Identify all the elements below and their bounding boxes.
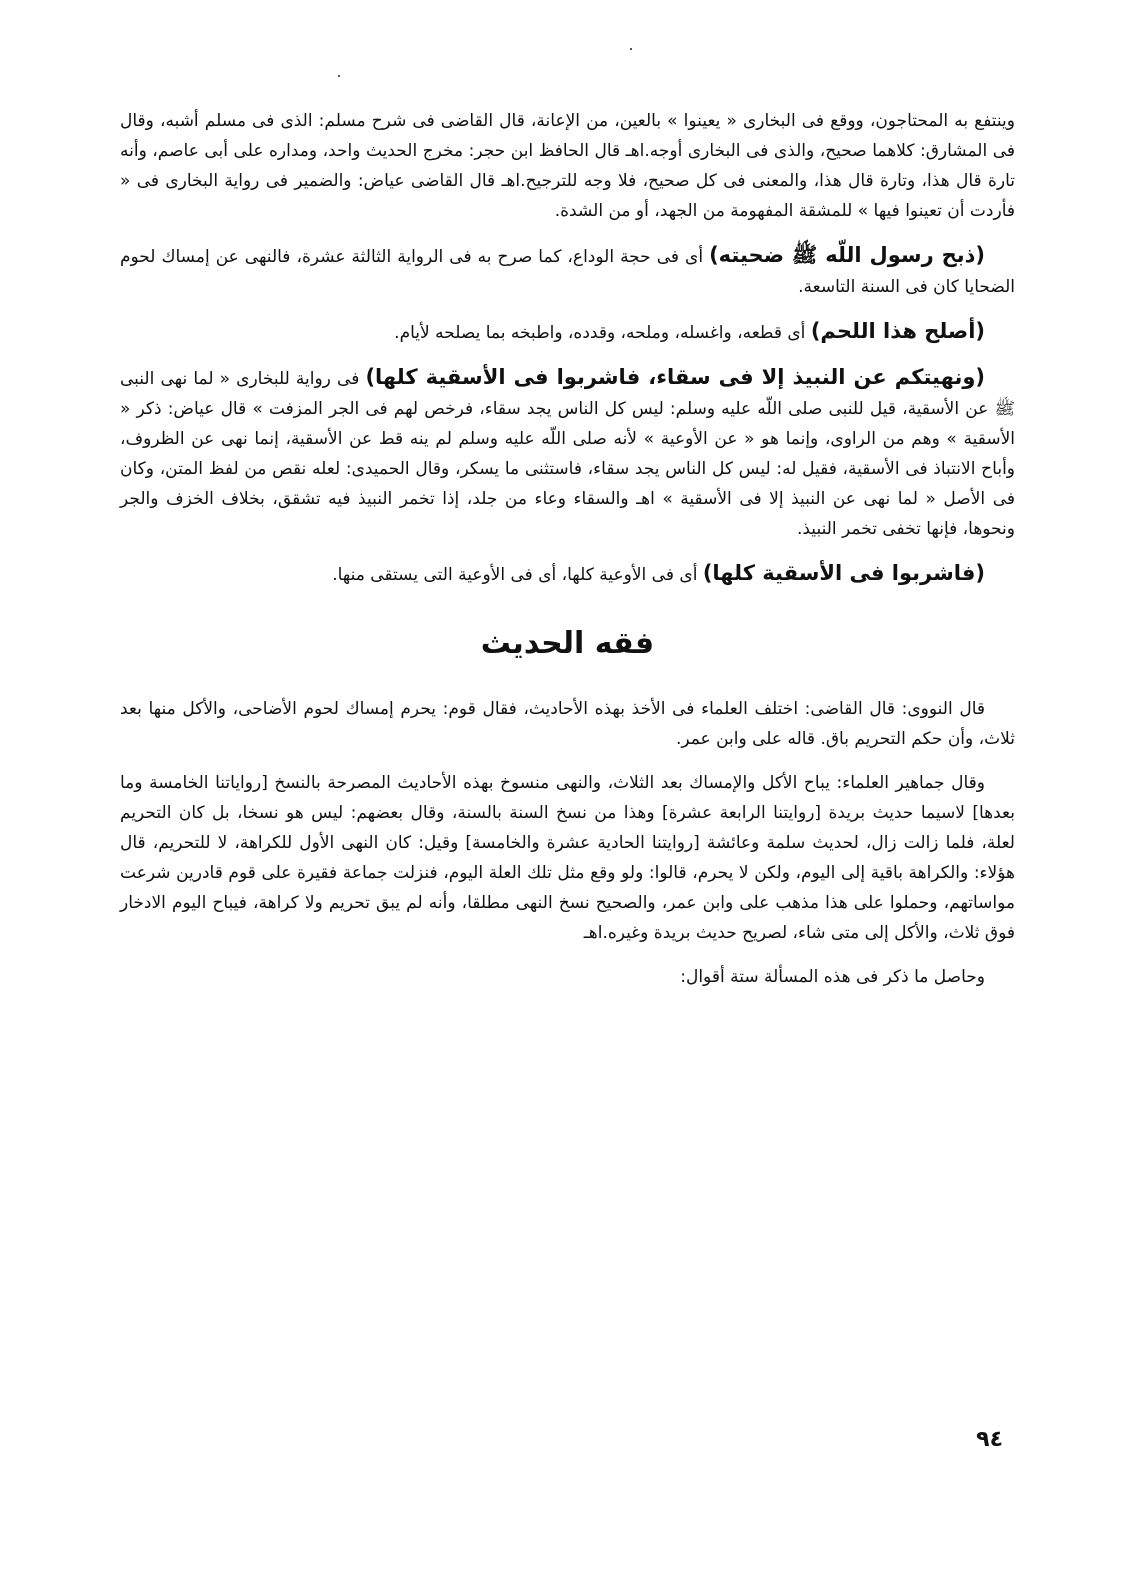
section-paragraph: وحاصل ما ذكر فى هذه المسألة ستة أقوال: [680, 967, 985, 987]
entry-phrase: (أصلح هذا اللحم) [810, 319, 985, 343]
entry-paragraph [120, 240, 1015, 302]
scan-speck [630, 48, 632, 50]
entry-phrase: (ونهيتكم عن النبيذ إلا فى سقاء، فاشربوا فى الأسقية كلها) [365, 365, 986, 389]
entry-paragraph [120, 316, 1015, 348]
intro-paragraph: وينتفع به المحتاجون، ووقع فى البخارى « يعينوا » بالعين، من الإعانة، قال القاضى فى شرح مسلم: الذى فى مسلم أشبه، وقال فى المشارق: كلاهما صحيح، والذى فى البخارى أوجه.اهـ قال الحافظ ابن حجر: مخرج الحديث واحد، ومداره على أبى عاصم، وأنه تارة قال هذا، وتارة قال هذا، والمعنى فى كل صحيح، فلا وجه للترجيح.اهـ قال القاضى عياض: والضمير فى رواية البخارى فى « فأردت أن تعينوا فيها » للمشقة المفهومة من الجهد، أو من الشدة. [120, 111, 1015, 221]
entry-text: فى رواية للبخارى « لما نهى النبى ﷺ عن الأسقية، قيل للنبى صلى اللّه عليه وسلم: ليس كل الناس يجد سقاء، فرخص لهم فى الجر المزفت » قال عياض: ذكر « الأسقية » وهم من الراوى، وإنما هو « عن الأوعية » لأنه صلى اللّه عليه وسلم لم ينه قط عن الأسقية، إنما نهى عن الظروف، وأباح الانتباذ فى الأسقية، فقيل له: ليس كل الناس يجد سقاء، فاستثنى ما يسكر، وقال الحميدى: لعله نقص من لفظ المتن، وكان فى الأصل « لما نهى عن النبيذ إلا فى الأسقية » اهـ والسقاء وعاء من جلد، إذا تخمر النبيذ فيه تشقق، بخلاف الخزف والجر ونحوها، فإنها تخفى تخمر النبيذ. [120, 369, 1015, 539]
section-paragraph: وقال جماهير العلماء: يباح الأكل والإمساك بعد الثلاث، والنهى منسوخ بهذه الأحاديث المصرحة بالنسخ [رواياتنا الخامسة وما بعدها] لاسيما حديث بريدة [روايتنا الرابعة عشرة] وهذا من نسخ السنة بالسنة، وقال بعضهم: ليس هو نسخا، بل كان التحريم لعلة، فلما زالت زال، لحديث سلمة وعائشة [روايتنا الحادية عشرة والخامسة] وقيل: كان النهى الأول للكراهة، لا للتحريم، قال هؤلاء: والكراهة باقية إلى اليوم، ولكن لا يحرم، قالوا: ولو وقع مثل تلك العلة اليوم، فنزلت جماعة فقيرة على قوم قادرين شرعت مواساتهم، وحملوا على هذا مذهب على وابن عمر، والصحيح نسخ النهى مطلقا، وأنه لم يبق تحريم ولا كراهة، فيباح اليوم الادخار فوق ثلاث، والأكل إلى متى شاء، لصريح حديث بريدة وغيره.اهـ [120, 773, 1015, 943]
page-body [120, 106, 1015, 992]
scan-speck [338, 75, 340, 77]
entry-text: أى فى الأوعية كلها، أى فى الأوعية التى يستقى منها. [332, 565, 703, 585]
page-number: ٩٤ [976, 1427, 1003, 1452]
entry-phrase: (فاشربوا فى الأسقية كلها) [702, 561, 985, 585]
entry-paragraph [120, 362, 1015, 544]
section-paragraph: قال النووى: قال القاضى: اختلف العلماء فى الأخذ بهذه الأحاديث، فقال قوم: يحرم إمساك لحوم الأضاحى، والأكل منها بعد ثلاث، وأن حكم التحريم باق. قاله على وابن عمر. [120, 699, 1015, 749]
entry-text: أى قطعه، واغسله، وملحه، وقدده، واطبخه بما يصلحه لأيام. [394, 323, 811, 343]
section-heading: فقه الحديث [480, 626, 655, 661]
entry-phrase: (ذبح رسول اللّه ﷺ ضحيته) [709, 243, 985, 267]
entry-text: أى فى حجة الوداع، كما صرح به فى الرواية الثالثة عشرة، فالنهى عن إمساك لحوم الضحايا كان فى السنة التاسعة. [120, 247, 1015, 297]
entry-paragraph [120, 558, 1015, 590]
